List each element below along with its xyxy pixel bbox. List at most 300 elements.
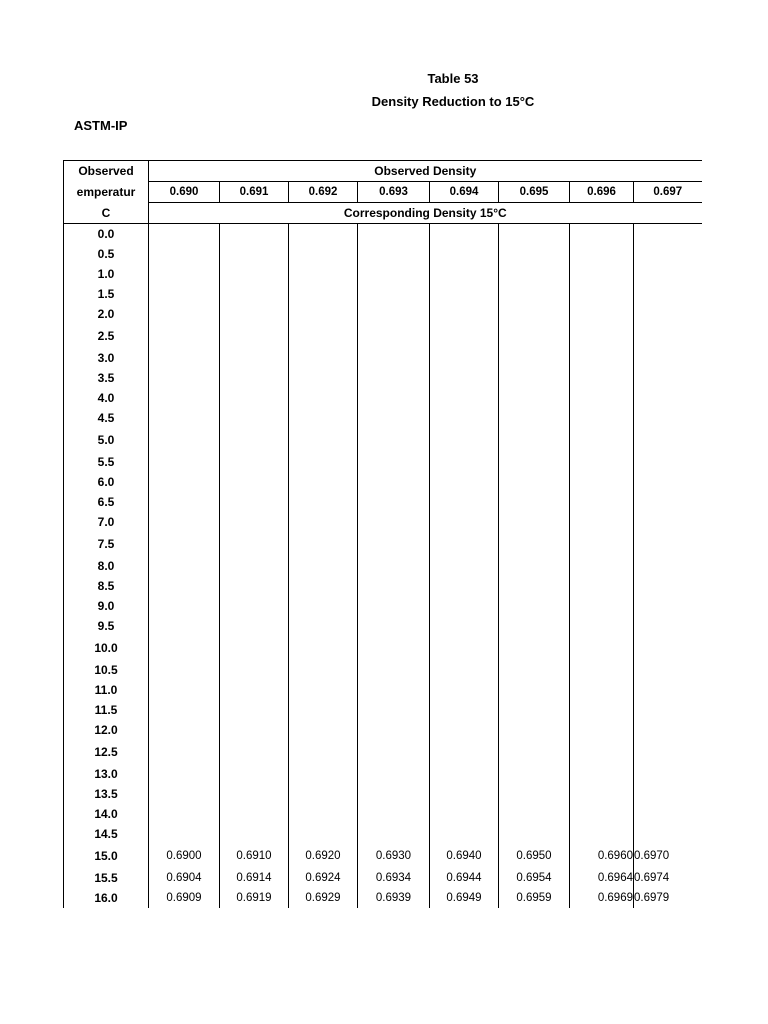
density-value-cell [570, 636, 634, 660]
density-value-cell [220, 472, 289, 492]
density-value-cell [149, 596, 220, 616]
left-header-line-2: emperatur [64, 182, 149, 203]
table-row [64, 368, 702, 388]
table-row [64, 764, 702, 784]
density-column-header: 0.697 [634, 182, 702, 203]
density-value-cell [430, 636, 499, 660]
header-row-observed-density [64, 161, 702, 182]
density-value-cell [289, 264, 358, 284]
temperature-cell: 12.0 [64, 720, 149, 740]
density-value-cell [220, 720, 289, 740]
temperature-cell: 7.0 [64, 512, 149, 532]
table-row [64, 616, 702, 636]
temperature-cell: 7.5 [64, 532, 149, 556]
density-value-cell [149, 304, 220, 324]
density-value-cell [430, 224, 499, 245]
density-value-cell [430, 408, 499, 428]
density-value-cell: 0.6964 [570, 868, 634, 888]
density-value-cell [634, 700, 702, 720]
density-value-cell [358, 556, 430, 576]
density-value-cell [499, 784, 570, 804]
table-row [64, 784, 702, 804]
density-value-cell [570, 700, 634, 720]
density-value-cell [430, 720, 499, 740]
density-value-cell: 0.6959 [499, 888, 570, 908]
density-value-cell [149, 492, 220, 512]
density-value-cell [149, 348, 220, 368]
table-row [64, 636, 702, 660]
density-value-cell [149, 680, 220, 700]
density-value-cell [149, 532, 220, 556]
density-value-cell [634, 492, 702, 512]
density-value-cell [289, 368, 358, 388]
density-value-cell [220, 324, 289, 348]
table-row [64, 324, 702, 348]
density-value-cell [430, 824, 499, 844]
density-value-cell [430, 492, 499, 512]
density-value-cell [289, 576, 358, 596]
density-value-cell [289, 636, 358, 660]
density-value-cell [220, 740, 289, 764]
density-value-cell [149, 368, 220, 388]
density-value-cell [289, 680, 358, 700]
density-value-cell [634, 764, 702, 784]
temperature-cell: 5.5 [64, 452, 149, 472]
density-value-cell [430, 304, 499, 324]
density-value-cell [149, 556, 220, 576]
table-row [64, 428, 702, 452]
density-value-cell [634, 368, 702, 388]
density-value-cell [430, 740, 499, 764]
density-value-cell [570, 368, 634, 388]
temperature-cell: 9.5 [64, 616, 149, 636]
table-row [64, 868, 702, 888]
density-value-cell [220, 512, 289, 532]
density-value-cell [430, 368, 499, 388]
density-value-cell [289, 408, 358, 428]
temperature-cell: 4.0 [64, 388, 149, 408]
density-value-cell [430, 700, 499, 720]
density-value-cell: 0.6970 [634, 850, 670, 862]
density-value-cell [358, 680, 430, 700]
density-value-cell [220, 408, 289, 428]
density-value-cell [634, 556, 702, 576]
density-value-cell: 0.6939 [358, 888, 430, 908]
density-value-cell [634, 244, 702, 264]
temperature-cell: 3.5 [64, 368, 149, 388]
density-value-cell: 0.6904 [149, 868, 220, 888]
table-row [64, 680, 702, 700]
density-value-cell [220, 660, 289, 680]
table-row [64, 264, 702, 284]
table-subtitle: Density Reduction to 15°C [371, 94, 535, 109]
density-value-cell [358, 388, 430, 408]
density-value-cell [220, 224, 289, 245]
density-value-cell [289, 720, 358, 740]
density-value-cell [570, 264, 634, 284]
density-value-cell [634, 636, 702, 660]
density-value-cell [149, 700, 220, 720]
density-value-cell [430, 556, 499, 576]
density-value-cell [358, 348, 430, 368]
density-value-cell [430, 244, 499, 264]
density-value-cell [430, 764, 499, 784]
density-value-cell [358, 512, 430, 532]
density-value-cell [570, 616, 634, 636]
density-value-cell [289, 764, 358, 784]
density-value-cell [149, 452, 220, 472]
temperature-cell: 13.5 [64, 784, 149, 804]
density-value-cell [499, 492, 570, 512]
table-row [64, 532, 702, 556]
density-value-cell [499, 720, 570, 740]
density-value-cell [634, 512, 702, 532]
density-column-header: 0.696 [570, 182, 634, 203]
density-value-cell [289, 660, 358, 680]
density-value-cell [289, 492, 358, 512]
table-row [64, 804, 702, 824]
density-value-cell [358, 224, 430, 245]
temperature-cell: 2.5 [64, 324, 149, 348]
density-value-cell [289, 824, 358, 844]
density-value-cell [634, 428, 702, 452]
density-value-cell: 0.6910 [220, 844, 289, 868]
density-value-cell: 0.6940 [430, 844, 499, 868]
density-value-cell [430, 472, 499, 492]
temperature-cell: 15.0 [64, 844, 149, 868]
density-value-cell [570, 388, 634, 408]
density-value-cell [220, 824, 289, 844]
density-value-cell [499, 596, 570, 616]
temperature-cell: 14.5 [64, 824, 149, 844]
density-value-cell [499, 284, 570, 304]
density-value-cell [499, 804, 570, 824]
density-value-cell [149, 740, 220, 764]
density-value-cell [634, 720, 702, 740]
temperature-cell: 14.0 [64, 804, 149, 824]
table-row [64, 244, 702, 264]
density-value-cell [430, 452, 499, 472]
density-value-cell [149, 636, 220, 660]
density-value-cell [570, 512, 634, 532]
table-row [64, 720, 702, 740]
density-value-cell [634, 824, 702, 844]
density-value-cell [570, 428, 634, 452]
density-value-cell [499, 264, 570, 284]
density-value-cell [220, 636, 289, 660]
density-value-cell [430, 324, 499, 348]
temperature-cell: 9.0 [64, 596, 149, 616]
density-value-cell [358, 636, 430, 660]
density-value-cell [358, 452, 430, 472]
density-value-cell [289, 512, 358, 532]
density-value-cell [220, 492, 289, 512]
density-value-cell [149, 408, 220, 428]
density-value-cell: 0.6979 [634, 892, 670, 904]
density-value-cell [358, 660, 430, 680]
header-row-corresponding-density [64, 203, 702, 224]
density-value-cell: 0.6954 [499, 868, 570, 888]
table-row [64, 348, 702, 368]
density-value-cell [570, 324, 634, 348]
density-value-cell [220, 700, 289, 720]
density-value-cell [289, 532, 358, 556]
density-value-cell [499, 348, 570, 368]
density-value-cell [634, 680, 702, 700]
density-value-cell [220, 556, 289, 576]
density-value-cell [220, 368, 289, 388]
density-value-cell [289, 804, 358, 824]
table-row [64, 700, 702, 720]
table-row [64, 492, 702, 512]
density-value-cell [634, 348, 702, 368]
density-value-cell [634, 532, 702, 556]
density-value-cell [499, 700, 570, 720]
density-value-cell [149, 244, 220, 264]
density-value-cell [358, 244, 430, 264]
density-value-cell: 0.6929 [289, 888, 358, 908]
temperature-cell: 13.0 [64, 764, 149, 784]
temperature-cell: 6.0 [64, 472, 149, 492]
density-value-cell [570, 720, 634, 740]
header-row-density-values [64, 182, 702, 203]
density-value-cell [499, 616, 570, 636]
density-value-cell [570, 596, 634, 616]
density-value-cell [358, 804, 430, 824]
density-value-cell [499, 408, 570, 428]
density-value-cell [570, 284, 634, 304]
table-row [64, 556, 702, 576]
temperature-cell: 6.5 [64, 492, 149, 512]
table-row [64, 576, 702, 596]
density-value-cell [289, 452, 358, 472]
density-value-cell [358, 428, 430, 452]
density-value-cell [149, 224, 220, 245]
density-column-header: 0.694 [430, 182, 499, 203]
density-value-cell: 0.6969 [570, 888, 634, 908]
density-value-cell: 0.6930 [358, 844, 430, 868]
density-value-cell [358, 284, 430, 304]
density-value-cell [358, 324, 430, 348]
density-value-cell [220, 784, 289, 804]
density-value-cell [149, 824, 220, 844]
density-value-cell [430, 532, 499, 556]
density-value-cell [358, 616, 430, 636]
density-value-cell [499, 512, 570, 532]
density-value-cell [220, 452, 289, 472]
density-value-cell [220, 264, 289, 284]
density-value-cell [570, 740, 634, 764]
density-value-cell: 0.6960 [570, 844, 634, 868]
density-value-cell: 0.6919 [220, 888, 289, 908]
density-value-cell [430, 596, 499, 616]
density-value-cell [220, 388, 289, 408]
density-value-cell [358, 492, 430, 512]
density-value-cell [149, 324, 220, 348]
density-value-cell [149, 616, 220, 636]
density-value-cell [430, 660, 499, 680]
density-value-cell [570, 472, 634, 492]
density-value-cell [289, 472, 358, 492]
table-row [64, 472, 702, 492]
density-value-cell [289, 700, 358, 720]
density-value-cell [220, 244, 289, 264]
density-value-cell [499, 636, 570, 660]
density-value-cell [430, 284, 499, 304]
density-value-cell [358, 824, 430, 844]
density-value-cell [220, 596, 289, 616]
density-value-cell [499, 576, 570, 596]
density-value-cell [499, 472, 570, 492]
temperature-cell: 10.0 [64, 636, 149, 660]
density-value-cell [358, 740, 430, 764]
density-value-cell [220, 616, 289, 636]
density-value-cell [220, 284, 289, 304]
density-value-cell [220, 764, 289, 784]
density-value-cell [499, 556, 570, 576]
density-value-cell [499, 428, 570, 452]
temperature-cell: 10.5 [64, 660, 149, 680]
table-row [64, 284, 702, 304]
density-column-header: 0.695 [499, 182, 570, 203]
temperature-cell: 8.5 [64, 576, 149, 596]
table-row [64, 824, 702, 844]
density-value-cell [149, 804, 220, 824]
density-table [63, 160, 702, 908]
temperature-cell: 0.0 [64, 224, 149, 245]
density-value-cell [570, 660, 634, 680]
density-value-cell [634, 784, 702, 804]
density-value-cell [289, 324, 358, 348]
density-value-cell [149, 284, 220, 304]
table-row [64, 888, 702, 908]
corresponding-density-header: Corresponding Density 15°C [149, 203, 702, 224]
table-row [64, 740, 702, 764]
density-value-cell [289, 244, 358, 264]
density-value-cell [220, 348, 289, 368]
density-value-cell [570, 576, 634, 596]
density-value-cell [430, 804, 499, 824]
density-value-cell [499, 532, 570, 556]
density-value-cell [499, 764, 570, 784]
density-value-cell [358, 264, 430, 284]
density-value-cell: 0.6934 [358, 868, 430, 888]
density-value-cell [220, 304, 289, 324]
temperature-cell: 16.0 [64, 888, 149, 908]
density-value-cell [499, 244, 570, 264]
density-value-cell [499, 304, 570, 324]
density-value-cell [289, 428, 358, 452]
density-value-cell: 0.6974 [634, 872, 670, 884]
density-value-cell [499, 740, 570, 764]
density-value-cell [149, 512, 220, 532]
density-value-cell [570, 348, 634, 368]
density-value-cell [570, 224, 634, 245]
density-column-header: 0.690 [149, 182, 220, 203]
temperature-cell: 11.5 [64, 700, 149, 720]
temperature-cell: 11.0 [64, 680, 149, 700]
density-value-cell [220, 576, 289, 596]
density-value-cell [430, 512, 499, 532]
temperature-cell: 8.0 [64, 556, 149, 576]
density-value-cell [570, 804, 634, 824]
density-value-cell [499, 660, 570, 680]
density-value-cell [149, 784, 220, 804]
density-value-cell [358, 784, 430, 804]
density-value-cell [499, 680, 570, 700]
density-value-cell [289, 556, 358, 576]
density-value-cell [430, 348, 499, 368]
density-value-cell [499, 388, 570, 408]
table-row [64, 596, 702, 616]
density-value-cell [634, 224, 702, 245]
density-value-cell [570, 492, 634, 512]
density-value-cell [149, 428, 220, 452]
density-value-cell [634, 452, 702, 472]
density-value-cell [499, 824, 570, 844]
temperature-cell: 2.0 [64, 304, 149, 324]
density-value-cell [570, 556, 634, 576]
table-row [64, 452, 702, 472]
density-value-cell [634, 408, 702, 428]
density-value-cell [220, 680, 289, 700]
density-value-cell [570, 784, 634, 804]
table-row [64, 304, 702, 324]
temperature-cell: 3.0 [64, 348, 149, 368]
density-value-cell [634, 284, 702, 304]
density-value-cell [149, 720, 220, 740]
density-value-cell [358, 700, 430, 720]
density-value-cell [289, 616, 358, 636]
density-value-cell [634, 616, 702, 636]
density-value-cell [430, 428, 499, 452]
density-value-cell [634, 660, 702, 680]
density-value-cell: 0.6900 [149, 844, 220, 868]
density-value-cell [289, 304, 358, 324]
table-row [64, 512, 702, 532]
density-value-cell [289, 224, 358, 245]
density-value-cell [570, 532, 634, 556]
density-value-cell [430, 388, 499, 408]
density-column-header: 0.691 [220, 182, 289, 203]
temperature-cell: 15.5 [64, 868, 149, 888]
density-value-cell [149, 264, 220, 284]
density-value-cell [499, 324, 570, 348]
organization-label: ASTM-IP [74, 118, 128, 133]
density-value-cell [634, 596, 702, 616]
density-value-cell [570, 824, 634, 844]
density-value-cell [289, 740, 358, 764]
density-value-cell: 0.6949 [430, 888, 499, 908]
density-value-cell [634, 740, 702, 764]
density-value-cell [149, 472, 220, 492]
density-value-cell: 0.6944 [430, 868, 499, 888]
density-value-cell [570, 680, 634, 700]
observed-density-header: Observed Density [149, 161, 702, 182]
table-row [64, 408, 702, 428]
density-value-cell [149, 660, 220, 680]
density-value-cell [499, 452, 570, 472]
density-value-cell [220, 804, 289, 824]
density-value-cell [430, 576, 499, 596]
table-title: Table 53 [427, 71, 479, 86]
temperature-cell: 5.0 [64, 428, 149, 452]
density-value-cell [220, 428, 289, 452]
temperature-cell: 4.5 [64, 408, 149, 428]
density-value-cell [149, 576, 220, 596]
density-value-cell [358, 596, 430, 616]
density-value-cell [358, 576, 430, 596]
